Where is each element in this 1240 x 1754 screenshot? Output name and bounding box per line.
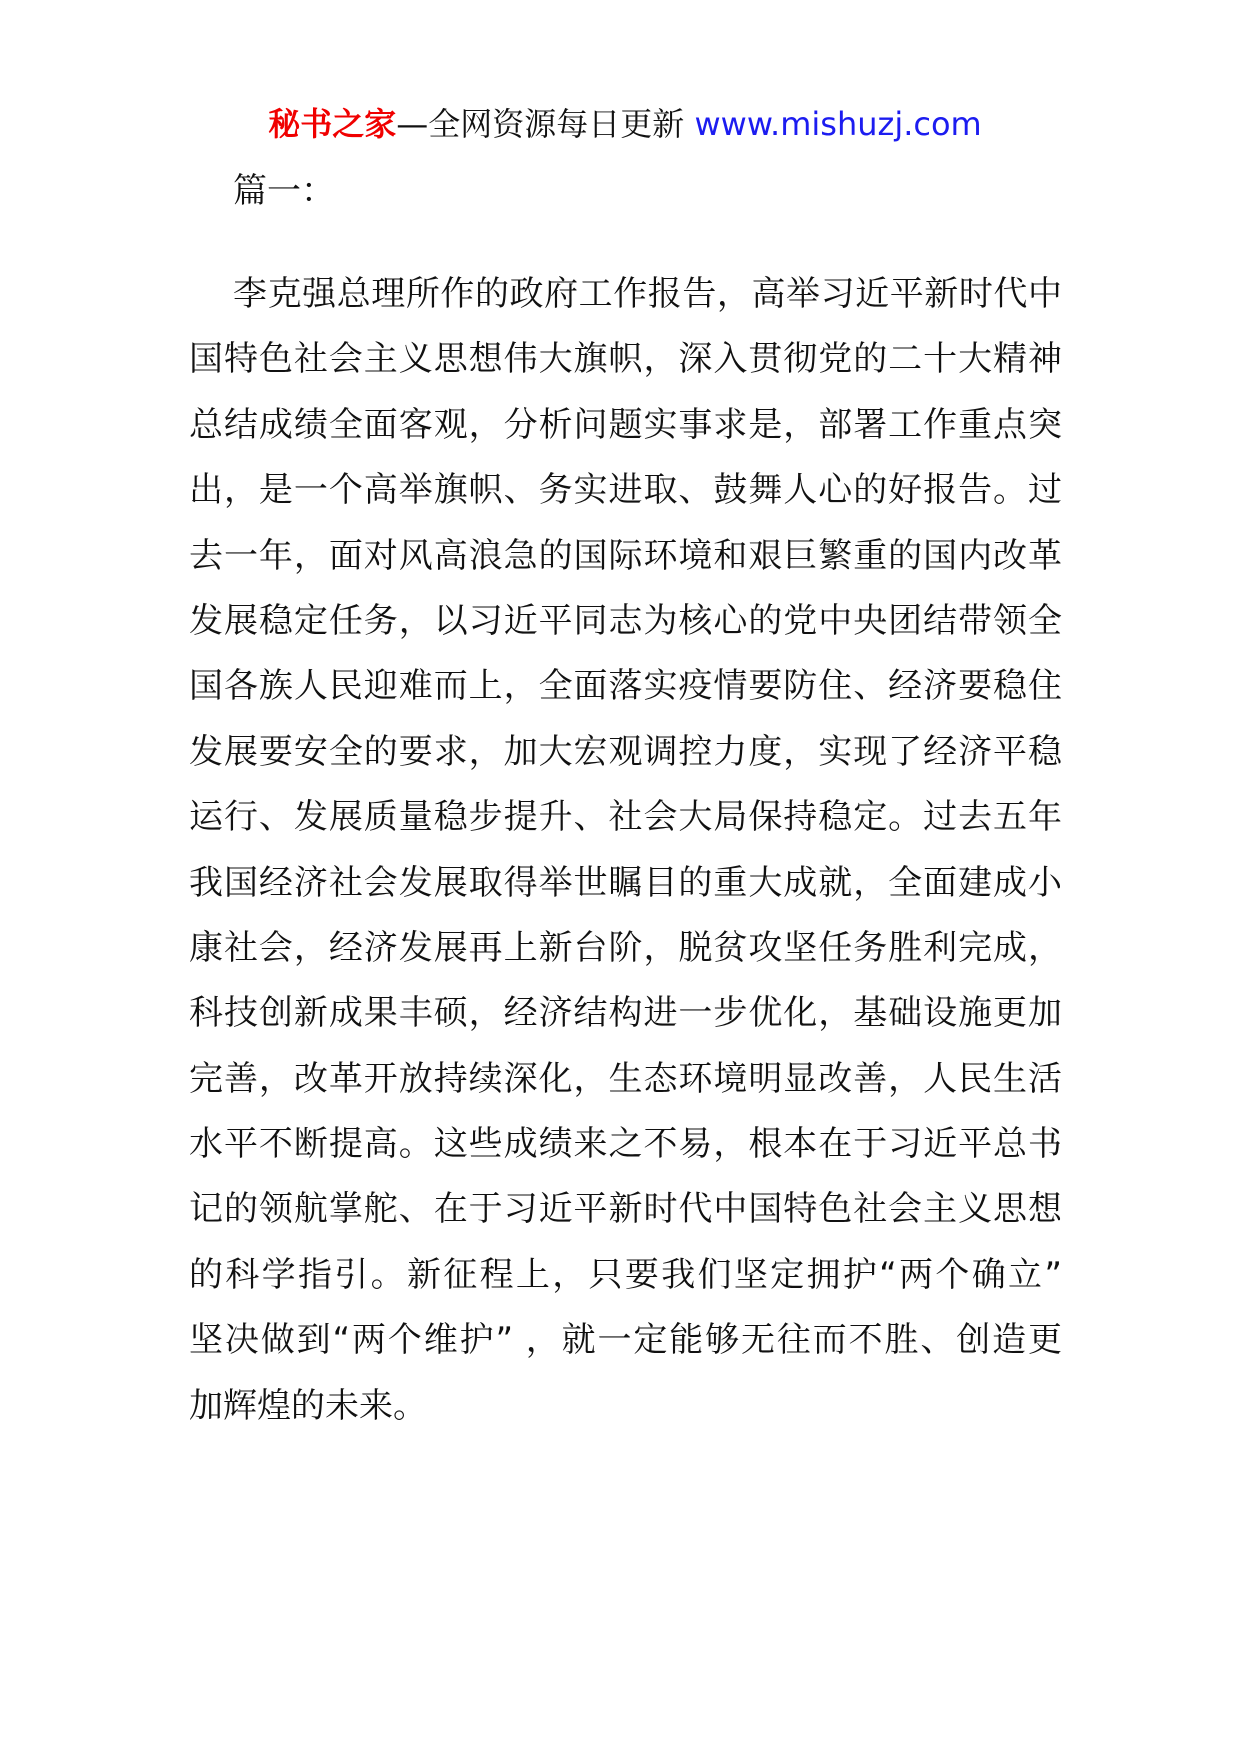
paragraph-line: 发展稳定任务，以习近平同志为核心的党中央团结带领全: [189, 600, 1062, 641]
body-paragraph: [189, 262, 1062, 1439]
paragraph-line: 我国经济社会发展取得举世瞩目的重大成就，全面建成小: [189, 862, 1062, 903]
paragraph-line: 总结成绩全面客观，分析问题实事求是，部署工作重点突: [189, 404, 1062, 445]
paragraph-line: 的科学指引。新征程上，只要我们坚定拥护“两个确立”: [189, 1254, 1062, 1295]
paragraph-line: 水平不断提高。这些成绩来之不易，根本在于习近平总书: [189, 1124, 1062, 1165]
paragraph-line: 李克强总理所作的政府工作报告，高举习近平新时代中: [233, 274, 1062, 314]
paragraph-line: 康社会，经济发展再上新台阶，脱贫攻坚任务胜利完成，: [189, 927, 1062, 968]
header-tagline: —全网资源每日更新: [396, 105, 695, 143]
paragraph-line: 记的领航掌舵、在于习近平新时代中国特色社会主义思想: [189, 1189, 1062, 1230]
section-title: 篇一：: [233, 171, 335, 211]
paragraph-line: 发展要安全的要求，加大宏观调控力度，实现了经济平稳: [189, 731, 1062, 772]
site-header: [0, 104, 1240, 144]
paragraph-line: 出，是一个高举旗帜、务实进取、鼓舞人心的好报告。过: [189, 470, 1062, 511]
paragraph-line: 完善，改革开放持续深化，生态环境明显改善，人民生活: [189, 1058, 1062, 1099]
paragraph-line: 去一年，面对风高浪急的国际环境和艰巨繁重的国内改革: [189, 535, 1062, 576]
paragraph-line: 科技创新成果丰硕，经济结构进一步优化，基础设施更加: [189, 993, 1062, 1034]
paragraph-line: 加辉煌的未来。: [189, 1385, 427, 1426]
site-url: www.mishuzj.com: [694, 105, 982, 143]
brand-name: 秘书之家: [268, 105, 397, 143]
paragraph-line: 坚决做到“两个维护” ，就一定能够无往而不胜、创造更: [189, 1320, 1062, 1361]
paragraph-line: 国特色社会主义思想伟大旗帜，深入贯彻党的二十大精神: [189, 339, 1062, 380]
paragraph-line: 国各族人民迎难而上，全面落实疫情要防住、经济要稳住: [189, 666, 1062, 707]
paragraph-line: 运行、发展质量稳步提升、社会大局保持稳定。过去五年: [189, 797, 1062, 838]
